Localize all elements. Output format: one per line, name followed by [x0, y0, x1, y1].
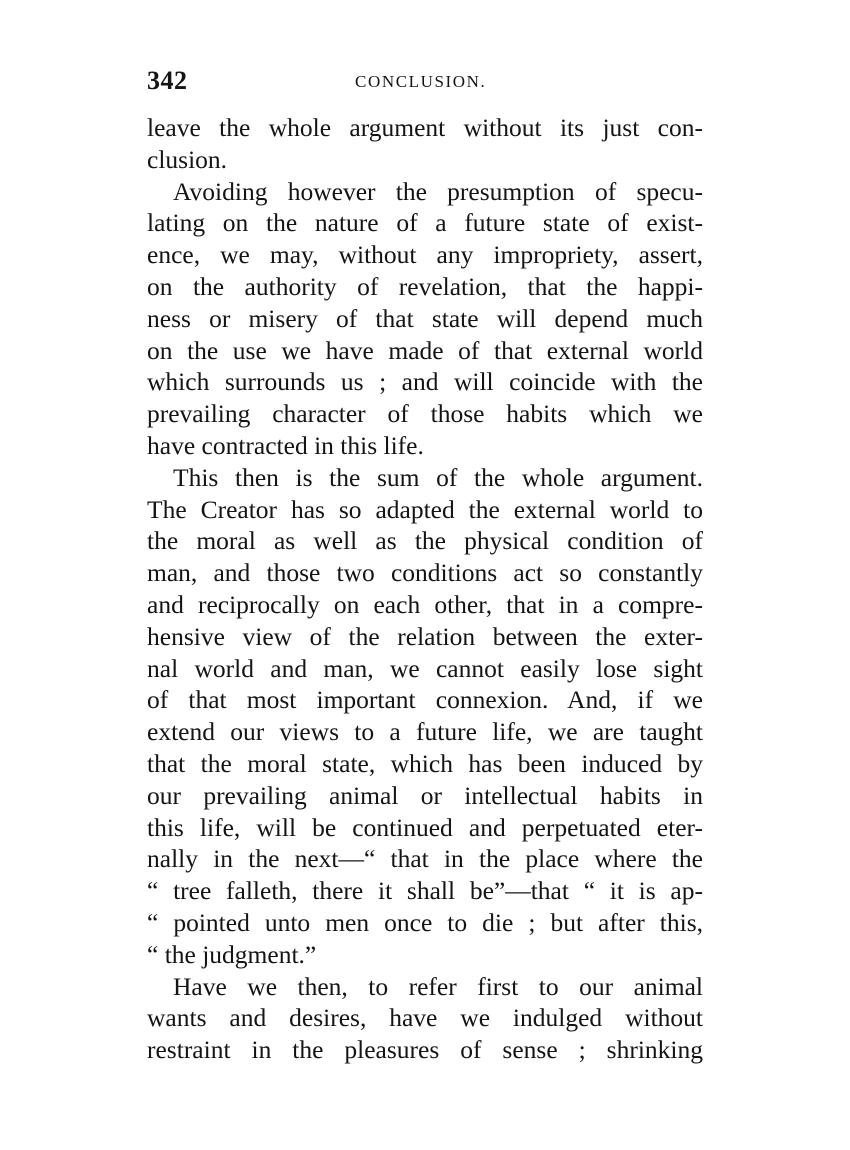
text-line: lating on the nature of a future state of exist- [147, 208, 703, 238]
running-head [147, 66, 703, 100]
body-text [147, 112, 703, 1066]
text-line: “ tree falleth, there it shall be”—that “ it is ap- [147, 876, 703, 906]
paragraph-4 [147, 971, 703, 1066]
text-line: prevailing character of those habits which we [147, 399, 703, 429]
text-line: ness or misery of that state will depend much [147, 303, 703, 333]
text-line: wants and desires, have we indulged without [147, 1003, 703, 1033]
text-line: ence, we may, without any impropriety, assert, [147, 240, 703, 270]
paragraph-2 [147, 176, 703, 462]
running-title: CONCLUSION. [355, 72, 487, 91]
text-line: hensive view of the relation between the exter- [147, 621, 703, 651]
text-line: “ pointed unto men once to die ; but after this, [147, 907, 703, 937]
text-line: extend our views to a future life, we are taught [147, 717, 703, 747]
text-line: of that most important connexion. And, if we [147, 685, 703, 715]
text-line: Have we then, to refer first to our animal [173, 971, 703, 1001]
text-line: which surrounds us ; and will coincide with the [147, 367, 703, 397]
text-line: The Creator has so adapted the external world to [147, 494, 703, 524]
text-line: our prevailing animal or intellectual habits in [147, 780, 703, 810]
text-line: the moral as well as the physical condition of [147, 526, 703, 556]
text-line: that the moral state, which has been induced by [147, 748, 703, 778]
text-line: and reciprocally on each other, that in a compre- [147, 589, 703, 619]
text-line: “ the judgment.” [147, 939, 317, 969]
text-line: nally in the next—“ that in the place where the [147, 844, 703, 874]
page-number: 342 [147, 66, 188, 95]
text-line: have contracted in this life. [147, 430, 424, 460]
paragraph-3 [147, 462, 703, 971]
text-line: leave the whole argument without its just con- [147, 113, 703, 142]
text-line: clusion. [147, 144, 228, 174]
text-line: on the use we have made of that external world [147, 335, 703, 365]
text-line: restraint in the pleasures of sense ; shrinking [147, 1035, 703, 1065]
text-line: man, and those two conditions act so constantly [147, 558, 703, 588]
text-line: on the authority of revelation, that the happi- [147, 271, 703, 301]
text-line: This then is the sum of the whole argument. [173, 462, 703, 492]
text-line: this life, will be continued and perpetuated eter- [147, 812, 703, 842]
text-line: Avoiding however the presumption of specu- [173, 176, 703, 206]
paragraph-1 [147, 112, 703, 176]
text-line: nal world and man, we cannot easily lose sight [147, 653, 703, 683]
